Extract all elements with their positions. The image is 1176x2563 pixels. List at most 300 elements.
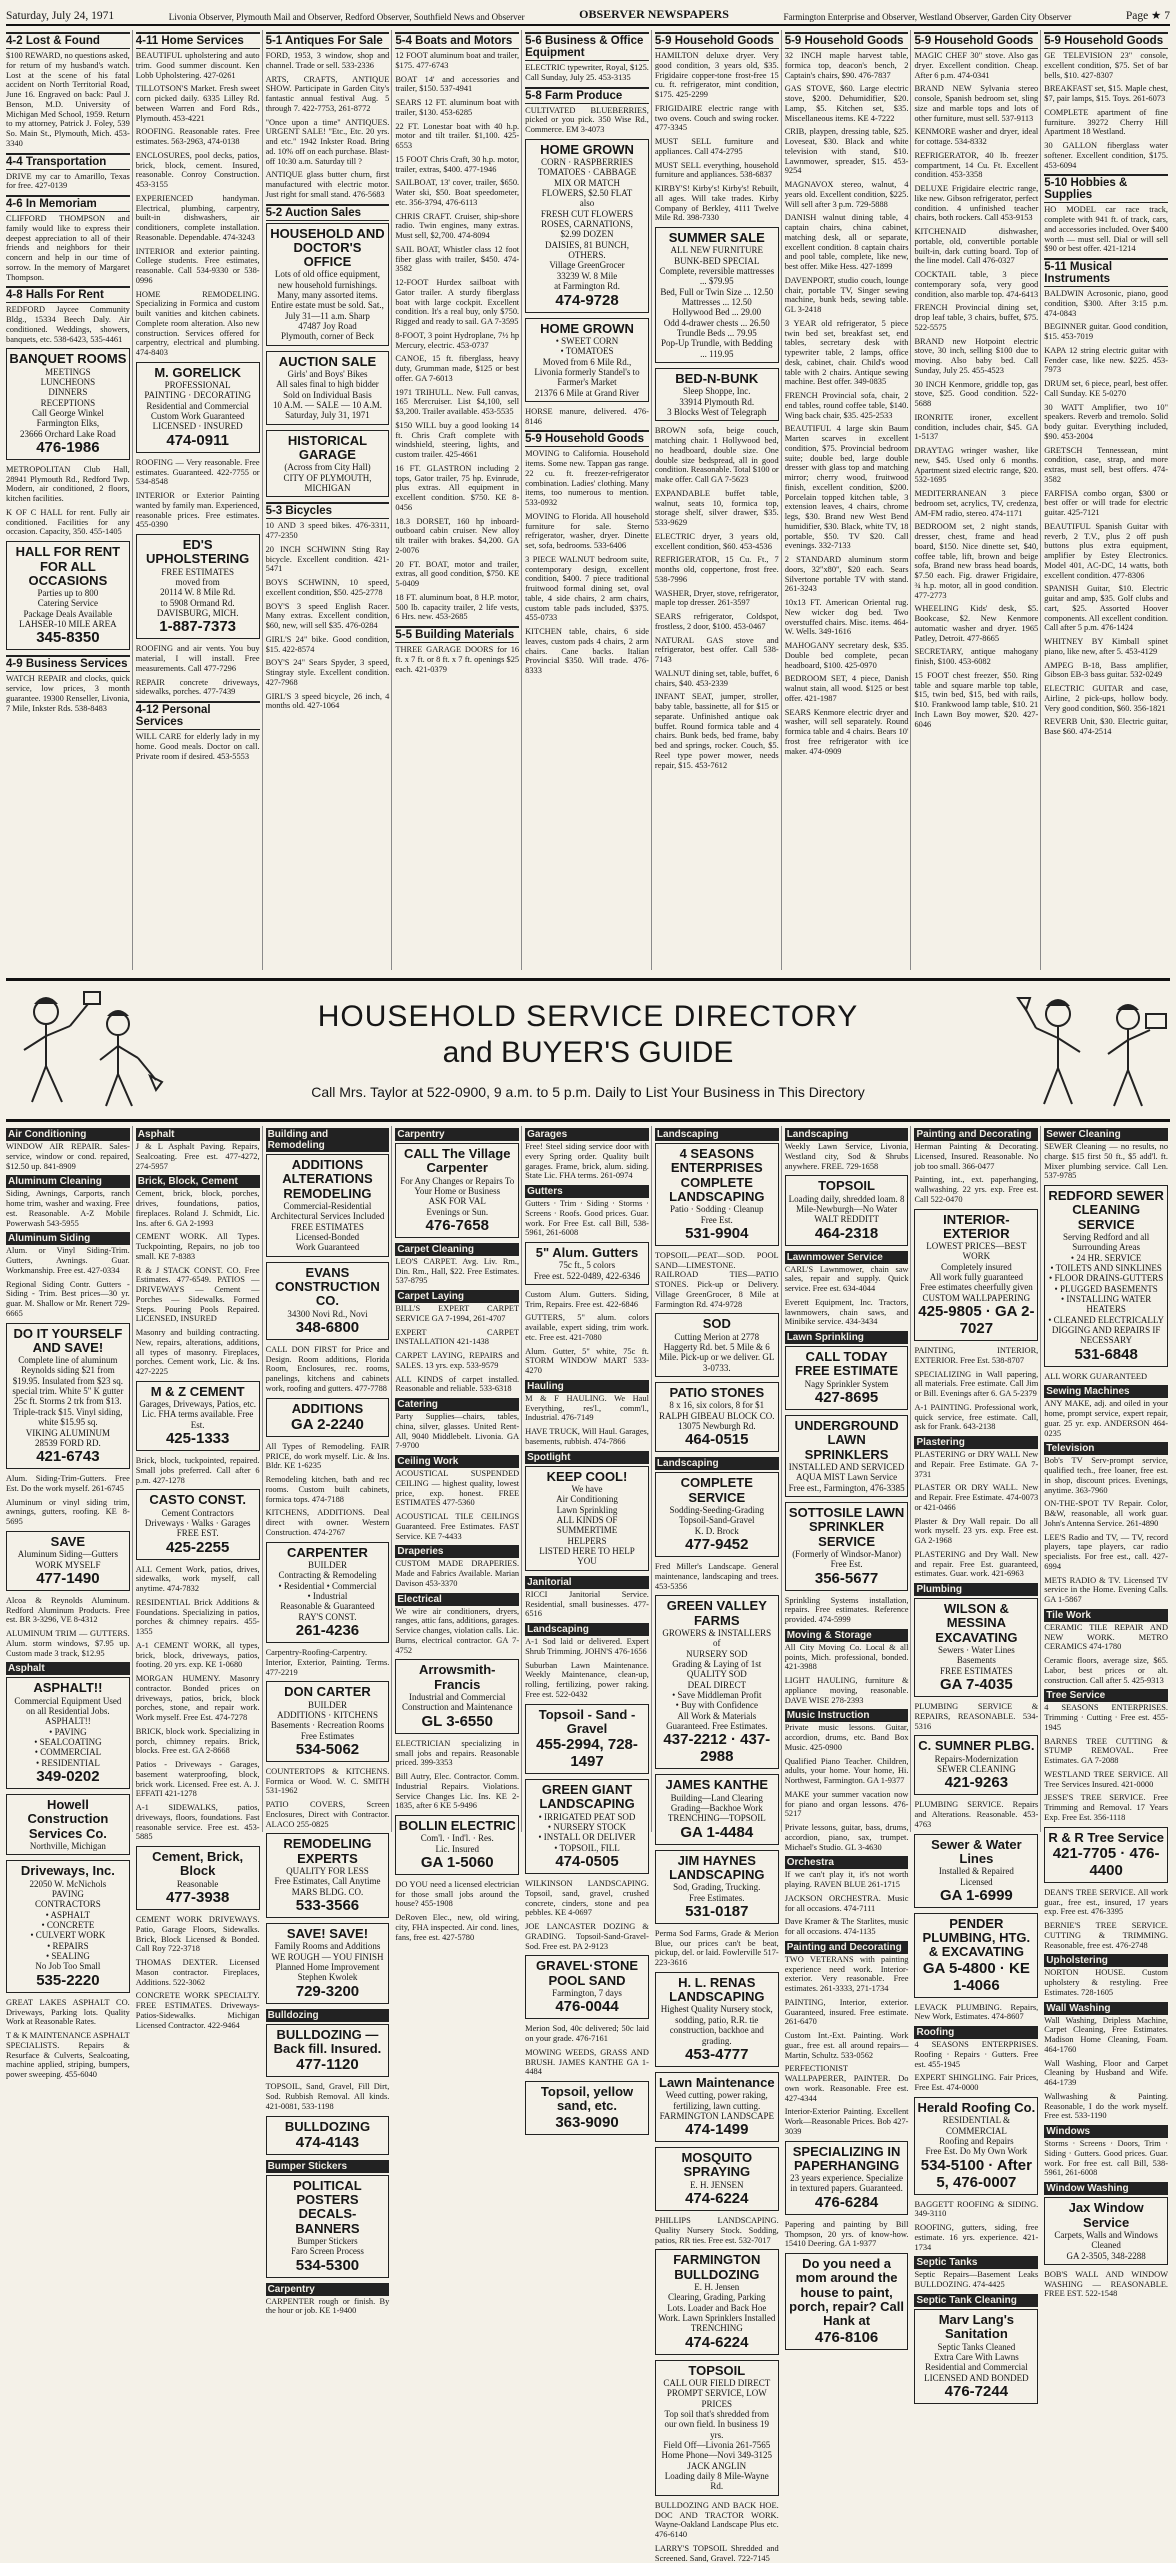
classified-ad: INTERIOR or Exterior Painting wanted by family man. Experienced, reasonable prices. Free estimates. 455-0390 [135, 491, 260, 530]
display-ad-title: Lawn Maintenance [659, 2074, 775, 2090]
display-ad [266, 223, 390, 346]
display-ad-line: Free est. 522-0489, 422-6346 [533, 1270, 641, 1281]
classified-ad: REVERB Unit, $30. Electric guitar, Base $60. 474-2514 [1044, 717, 1169, 736]
display-ad [914, 1834, 1038, 1908]
display-ad-line: to 5908 Ormand Rd. [160, 597, 235, 608]
classified-ad: DRIVE my car to Amarillo, Texas for free. 427-0139 [6, 171, 130, 191]
display-ad-title: POLITICAL POSTERS DECALS-BANNERS [293, 2177, 362, 2236]
display-ad-line: Carpets, Walls and Windows Cleaned [1054, 2229, 1158, 2251]
classified-ad: THOMAS DEXTER. Licensed Mason contractor. Fireplaces, Additions. 522-3062 [135, 1958, 260, 1987]
classified-ad: 3 PIECE WALNUT bedroom suite, contemporary design, excellent condition, $400. 7 piece traditional fruitwood formal dining set, oval table, 4 side chairs, 2 arm chairs, custom table pads included, $375. 455-0733 [525, 554, 649, 623]
classified-ad: 12-FOOT Hurdex sailboat with Gator trailer. A sturdy fiberglass boat with large cockpit. Excellent condition. It's a real buy, only $750. Rigged and ready to sail. GA 7-3595 [395, 278, 520, 326]
display-ad-line: Work Guaranteed [295, 1242, 360, 1253]
display-ad [395, 1143, 519, 1238]
display-ad-line: QUALITY FOR LESS [286, 1866, 369, 1877]
display-ad-phone: 531-9904 [685, 1224, 749, 1242]
display-ad-line: MICHIGAN [304, 483, 351, 494]
display-ad-line: Residential and Commercial [925, 2362, 1028, 2373]
classified-ad: 8-FOOT, 3 point Hydroplane, 7½ hp Mercury, electric. 453-0737 [395, 330, 520, 350]
display-ad-line: • 24 HR. SERVICE [1070, 1252, 1142, 1263]
classified-ad: ALL KINDS of carpet installed. Reasonable and reliable. 533-6318 [395, 1374, 520, 1394]
display-ad-line: MEETINGS [45, 366, 91, 377]
display-ad-line: Serving Redford and all Surrounding Areas [1063, 1231, 1150, 1253]
display-ad-title: SAVE [50, 1533, 86, 1549]
display-ad [914, 2097, 1038, 2195]
display-ad-line: Reasonable [176, 1878, 219, 1889]
section-heading: Septic Tank Cleaning [914, 2294, 1038, 2307]
display-ad [525, 139, 649, 313]
classified-ad: ALUMINUM TRIM — GUTTERS. Alum. storm windows, $7.95 up. Custom made 3 track, $12.95 [6, 1629, 130, 1658]
display-ad-line: PAINTING · DECORATING [144, 390, 251, 401]
classified-ad: Septic Repairs—Basement Leaks BULLDOZING. 474-4425 [914, 2270, 1039, 2290]
classified-ad: Wallwashing & Painting. Reasonable, I do the work myself. Free est. 533-1190 [1044, 2091, 1169, 2121]
display-ad-title: C. SUMNER PLBG. [918, 1738, 1035, 1754]
classified-ad: LEE'S Radio and TV, — TV, record players, tape players, car radio specialists. For free est., call. 427-6994 [1044, 1532, 1169, 1571]
classified-ad: CUSTOM MADE DRAPERIES. Made and Fabrics Available. Marian Davison 453-3370 [395, 1559, 520, 1588]
display-ad-line: (Across from City Hall) [284, 462, 371, 473]
section-heading: 5-11 Musical Instruments [1044, 258, 1168, 287]
display-ad-line: GA 2-3505, 348-2288 [1066, 2250, 1146, 2261]
classified-ad: $100 REWARD, no questions asked, for return of my husband's watch. Lost at the scene of his fatal accident on North Territorial Road, June 16. Engraved on back: Paul J. Benson, M.D. University of Michigan Med School, 1959. Return to my attorney, Patrick J. Foley, 539 So. Main St., Plymouth, Mich. 453-3340 [6, 51, 130, 148]
classified-ad: Bill Autry, Elec. Contractor. Comm. Industrial Repairs. Violations. Service Changes Lic. Ins. KE 2-1835, after 6 KE 5-9496 [395, 1772, 520, 1811]
classified-ad: CRIB, playpen, dressing table, $25. Loveseat, $30. Black and white television with stand, $10. Lawnmower, spreader, $15. 453-9254 [784, 127, 909, 176]
display-ad-line: • Residential • Commercial [278, 1580, 377, 1591]
classified-ad: METS RADIO & TV. Licensed TV service in the Home. Evening Calls. GA 1-5867 [1044, 1575, 1169, 1605]
display-ad-title: CALL TODAY FREE ESTIMATE [795, 1349, 899, 1379]
display-ad-line: at Farmington Rd. [554, 281, 620, 292]
display-ad-line: AQUA MIST Lawn Service [796, 1472, 898, 1483]
display-ad-line: • CLEANED ELECTRICALLY [1048, 1314, 1164, 1325]
classified-ad: J & L Asphalt Paving. Repairs, Sealcoating. Free est. 477-4272, 274-5957 [135, 1142, 260, 1171]
classified-ad: WESTLAND TREE SERVICE. All Tree Services Insured. 421-0000 [1044, 1769, 1169, 1789]
display-ad-line: Licensed-Bonded [295, 1231, 360, 1242]
classified-ad: A-1 Sod laid or delivered. Expert Shrub Trimming. JOHN'S 476-1656 [525, 1637, 649, 1656]
classified-ad: GUTTERS, 5" alum. colors available, expert siding, trim work. etc. Free est. 421-7080 [525, 1313, 649, 1342]
display-ad-phone: 261-4236 [295, 1622, 360, 1639]
display-ad-title: DON CARTER [284, 1684, 371, 1700]
display-ad-line: Odd 4-drawer chests ... 26.50 [663, 317, 770, 328]
display-ad-line: 33914 Plymouth Rd. [679, 396, 755, 407]
display-ad-line: FLOWERS, $2.50 FLAT [541, 188, 633, 199]
classified-ad: Perma Sod Farms, Grade & Merion Blue, our prices can't be beat, pickup, del. or laid. Fowlerville 517-223-3616 [654, 1928, 779, 1968]
classified-ad: A-1 PAINTING. Professional work, quick service, free estimate. Call, ask for Frank. 643-2138 [914, 1402, 1039, 1432]
display-ad-title: ED'S UPHOLSTERING [146, 537, 250, 567]
classified-ad: SEARS 12 FT. aluminum boat with trailer, $130. 453-6285 [395, 98, 520, 117]
directory-text [166, 1000, 1010, 1100]
section-heading: Bulldozing [266, 2009, 390, 2022]
display-ad-phone: 476-1986 [36, 438, 100, 456]
display-ad-phone: 474-9728 [555, 291, 619, 309]
display-ad-line: BUILDER [307, 1699, 347, 1710]
display-ad-line: Field Off—Livonia 261-7565 [663, 2440, 771, 2451]
section-heading: Electrical [395, 1593, 519, 1606]
display-ad [266, 1923, 390, 2004]
display-ad-title: Topsoil, yellow sand, etc. [540, 2084, 634, 2114]
display-ad-line: FREE ESTIMATES [291, 1221, 364, 1232]
display-ad-title: ADDITIONS [291, 1400, 364, 1416]
classified-ad: CEMENT WORK DRIVEWAYS. Patio, Garage Floors, Sidewalks. Brick, Block Licensed & Bonded. Call Roy 722-3718 [135, 1915, 260, 1954]
display-ad-phone: 425-9805 · GA 2-7027 [918, 1303, 1035, 1338]
directory-column [525, 1126, 652, 2131]
classified-ad: THREE GARAGE DOORS for 16 ft. x 7 ft. or 8 ft. x 7 ft. openings $25 each. 421-0379 [395, 645, 520, 674]
classified-ad: If we can't play it, it's not worth playing. RAVEN BLUE 261-1715 [784, 1870, 909, 1890]
classified-ad: CHRIS CRAFT. Cruiser, ship-shore radio. Twin engines, many extras. Must sell, $2,700. 474-8094 [395, 211, 520, 240]
classified-ad: NORTON HOUSE. Custom upholstery & restyling. Free Estimates. 728-1605 [1044, 1968, 1169, 1997]
display-ad-title: JIM HAYNES LANDSCAPING [669, 1852, 765, 1882]
display-ad-line: Septic Tanks Cleaned [937, 2341, 1016, 2352]
classified-ad: Custom Alum. Gutters. Siding, Trim, Repairs. Free est. 422-6846 [525, 1289, 649, 1309]
display-ad-title: DO IT YOURSELF AND SAVE! [13, 1325, 123, 1355]
display-ad-phone: 476-0044 [555, 1998, 619, 2016]
display-ad-title: Marv Lang's Sanitation [938, 2311, 1015, 2342]
display-ad-line: • INSTALL OR DELIVER [538, 1832, 636, 1843]
display-ad-phone: 477-3938 [165, 1889, 230, 1907]
section-heading: 5-6 Business & Office Equipment [525, 32, 649, 61]
display-ad-line: DAVISBURG, MICH. [156, 607, 239, 618]
classified-ad: Patios - Driveways - Garages, basement waterproofing, block, brick work. Licensed. Free est. A. J. EFFATI 421-1278 [135, 1760, 260, 1799]
display-ad-line: Bed, Full or Twin Size ... 12.50 [660, 286, 774, 297]
directory-column [654, 1126, 782, 2563]
display-ad-phone: 534-5062 [295, 1740, 360, 1758]
classified-ad: BOAT 14' and accessories and trailer, $150. 537-4941 [395, 74, 520, 94]
classified-ad: KITCHEN table, chairs, 6 side leaves, custom pads 4 chairs, 2 arm chairs. Cane backs. Italian Provincial $350. Will trade. 476-8333 [525, 627, 649, 676]
section-heading: 5-1 Antiques For Sale [266, 32, 390, 49]
display-ad-line: • FLOOR DRAINS-GUTTERS [1049, 1273, 1164, 1284]
classified-ad: JESSE'S TREE SERVICE. Free Trimming and Removal. 17 Years Exp. Free Est. 356-1118 [1044, 1793, 1169, 1822]
display-ad-line: Weed cutting, power raking, fertilizing, lawn cutting. [665, 2090, 768, 2111]
display-ad-line: FARMINGTON LANDSCAPE [659, 2110, 775, 2121]
classified-ad: ACOUSTICAL TILE CEILINGS Guaranteed. Free Estimates. FAST Service. KE 7-4433 [395, 1512, 520, 1541]
display-ad-phone: 453-4777 [685, 2045, 749, 2063]
classified-ad: CEMENT WORK. All Types. Tuckpointing, Repairs, no job too small. KE 7-8383 [135, 1232, 260, 1261]
classified-ad: Party Supplies—chairs, tables, china, silver, glasses. United Rent-All, 9040 Middlebelt. Livonia. GA 7-9700 [395, 1412, 520, 1451]
section-heading: 5-8 Farm Produce [525, 87, 649, 104]
display-ad [655, 1774, 779, 1844]
classified-ad: RICCI Janitorial Service. Residential, small businesses. 477-6516 [525, 1589, 649, 1619]
section-heading: Asphalt [6, 1662, 130, 1675]
display-ad [136, 362, 260, 453]
classified-column [395, 30, 522, 970]
classified-ad: ALL Cement Work, patios, drives, sidewalks, work myself, call anytime. 474-7832 [135, 1564, 260, 1594]
display-ad-line: Highest Quality Nursery stock, sodding, patio, R.R. tie construction, backhoe and grading. [660, 2004, 773, 2046]
section-heading: 5-9 Household Goods [655, 32, 779, 49]
classified-ad: BREAKFAST set, $15. Maple chest, $7, pair lamps, $15. Toys. 261-6073 [1044, 84, 1169, 103]
display-ad-title: PATIO STONES [669, 1385, 765, 1401]
display-ad-line: Cement Contractors [161, 1507, 234, 1518]
classified-ad: 20 FT. BOAT, motor and trailer, extras, all good condition, $750. KE 5-0409 [395, 559, 520, 588]
classified-ad: Private lessons, guitar, bass, drums, accordion, piano, sax, trumpet. Michael's Studio. GL 3-4630 [784, 1823, 909, 1852]
classified-ad: ACOUSTICAL SUSPENDED CEILING — highest quality, lowest price, exp. honest. FREE ESTIMATES 477-5360 [395, 1469, 520, 1508]
classified-ad: GAS STOVE, $60. Large electric stove, $200. Dehumidifier, $20. Lamp, $5. Kitchen set, $35. Miscellaneous items. KE 4-7222 [784, 84, 909, 123]
display-ad-line: Clearing, Grading, Parking Lots. Loader and Back Hoe Work. Lawn Sprinklers Installed [658, 2292, 776, 2323]
section-heading: Orchestra [785, 1856, 909, 1869]
display-ad-line: 23666 Orchard Lake Road [20, 428, 116, 439]
display-ad-phone: GA 1-4484 [680, 1823, 754, 1841]
section-heading: Air Conditioning [6, 1128, 130, 1141]
section-heading: 4-2 Lost & Found [6, 32, 130, 49]
display-ad-line: MARS BLDG. CO. [291, 1886, 364, 1897]
classified-ad: 32 INCH maple harvest table, formica top, deacon's bench, 2 Captain's chairs, $90. 476-7837 [784, 51, 909, 80]
display-ad-title: GREEN VALLEY FARMS [666, 1598, 767, 1628]
display-ad [136, 1381, 260, 1451]
classified-ad: BARNES TREE CUTTING & STUMP REMOVAL. Free Estimates. GA 7-2088 [1044, 1736, 1169, 1766]
classified-ad: ELECTRIC dryer, 3 years old, excellent condition, $60. 453-4536 [654, 531, 779, 551]
classified-ad: BEAUTIFUL upholstering and auto trim. Good summer discount. Ken Lobb Upholstering. 427-0261 [135, 51, 260, 80]
display-ad-line: ADDITIONS · KITCHENS [276, 1709, 378, 1720]
classified-ad: PAINTING, INTERIOR, EXTERIOR. Free Est. 538-8707 [914, 1346, 1039, 1365]
display-ad [655, 1382, 779, 1452]
classified-ad: DeRoven Elec., new, old wiring, city, FHA inspected. Air cond. lines, fans, free est. 427-5780 [395, 1913, 520, 1942]
display-ad-title: Howell Construction Services Co. [27, 1797, 109, 1841]
display-ad-line: LAHSER-10 MILE AREA [19, 619, 117, 630]
directory-column [265, 1126, 393, 2316]
display-ad [1044, 1185, 1168, 1367]
classified-ad: ROOFING, gutters, siding, free estimate. 16 yrs. experience. 421-1734 [914, 2223, 1039, 2252]
classified-ad: GRETSCH Tennessean, mint condition, case, strap, and more extras, must sell, best offers. 474-3582 [1044, 445, 1169, 484]
classified-ad: 15 FOOT chest freezer, $50. Ring table and square marble top table, $15, twin bed, $15, bed with rails, $10. Frankwood lamp table, $10. 21 Inch Lawn Boy mower, $20. 427-6046 [914, 670, 1039, 729]
classified-ad: Private music lessons. Guitar, accordion, drums, etc. Band Box Music. 425-0900 [784, 1723, 909, 1752]
display-ad-title: Sewer & Water Lines [931, 1836, 1022, 1866]
display-ad-line: • PAVING [49, 1726, 87, 1737]
display-ad-line: Aluminum Siding—Gutters [17, 1549, 119, 1560]
classified-ad: COCKTAIL table, 3 piece contemporary sofa, very good condition, also marble top. 474-6413 [914, 270, 1039, 299]
classified-ad: MUST SELL everything, household furniture and appliances. 538-6837 [654, 160, 779, 180]
display-ad-phone: 476-7658 [425, 1216, 489, 1234]
display-ad-phone: 421-9263 [944, 1774, 1009, 1792]
classified-ad: SPANISH Guitar, $10. Electric guitar and amp, $35. Golf clubs and cart, $25. Assorted Hoover components. All excellent condition. Call after 5 p.m. 476-1424 [1044, 584, 1169, 633]
classified-ad: 2 STANDARD aluminum storm doors, 32"x80", $20 each. Sears Silvertone portable TV with stand. 261-3243 [784, 555, 909, 594]
display-ad-line: Package Deals Available [23, 608, 113, 619]
display-ad [266, 1833, 390, 1918]
display-ad-phone: 356-5677 [814, 1569, 879, 1587]
display-ad-line: RALPH GIBEAU BLOCK CO. [659, 1410, 775, 1421]
display-ad-phone: 534-5300 [295, 2256, 360, 2274]
section-heading: Plastering [914, 1436, 1038, 1449]
section-heading: Painting and Decorating [785, 1941, 909, 1954]
display-ad-phone: 363-9090 [555, 2113, 619, 2131]
classified-ad: CARL'S Lawnmower, chain saw sales, repair and supply. Quick service. Free est. 634-4044 [784, 1264, 909, 1294]
display-ad-line: PROMPT SERVICE, LOW PRICES [666, 2388, 767, 2409]
section-heading: Wall Washing [1044, 2002, 1168, 2015]
display-ad-line: 21376 6 Mile at Grand River [534, 387, 640, 398]
display-ad-line: Sodding-Seeding-Grading [669, 1504, 765, 1515]
display-ad-line: Reasonable & Guaranteed [280, 1601, 375, 1612]
classified-ad: WATCH REPAIR and clocks, quick service, low prices, 3 month guarantee. 19300 Renseller, Livonia, 7 Mile, Inkster Rds. 538-8483 [6, 674, 130, 713]
display-ad-title: SOD [702, 1316, 731, 1332]
classified-ad: REFRIGERATOR, 40 lb. freezer compartment, 14 Cu. Ft. Excellent condition. 453-3358 [914, 150, 1039, 180]
display-ad-line: Air Conditioning [556, 1494, 618, 1505]
display-ad-phone: 533-3566 [295, 1897, 360, 1915]
classified-ad: MAKE your summer vacation now for piano and organ lessons. 476-5217 [784, 1789, 909, 1819]
display-ad-line: Catering Service [37, 598, 98, 609]
display-ad-line: ROSES, CARNATIONS, [541, 219, 633, 230]
section-heading: Septic Tanks [914, 2256, 1038, 2269]
section-heading: 4-12 Personal Services [136, 701, 260, 730]
classified-ad: PLUMBING SERVICE & REPAIRS, REASONABLE. 534-5316 [914, 1702, 1039, 1731]
classified-ad: We wire air conditioners, dryers, ranges, attic fans, additions, garages. Service changes, violation calls. Lic. Burns, electrical contractor. GA 7-4752 [395, 1606, 520, 1655]
display-ad [655, 1143, 779, 1246]
classified-ad: PATIO COVERS, Screen Enclosures, Direct with Contractor. ALACO 255-0825 [265, 1800, 390, 1829]
classified-ad: HO MODEL car race track, complete with 941 ft. of track, cars, and accessories included. Over $400 worth — must sell. Dial or will sell $90 or best offer. 421-1214 [1044, 205, 1169, 254]
display-ad-title: FARMINGTON BULLDOZING [673, 2252, 761, 2282]
classifieds-upper [6, 30, 1170, 970]
classified-ad: Merion Sod, 40c delivered; 50c laid on your grade. 476-7161 [525, 2024, 649, 2044]
display-ad-line: Free Estimates. [689, 1892, 745, 1903]
classified-ad: 12 FOOT aluminum boat and trailer, $175. 477-6743 [395, 51, 520, 70]
display-ad-phone: 476-8106 [814, 2328, 879, 2346]
display-ad-line: Free Estimates, Call Anytime [274, 1876, 381, 1887]
display-ad-title: Jax Window Service [1068, 2200, 1144, 2230]
display-ad-line: DINNERS [48, 387, 88, 398]
classified-ad: HAVE TRUCK, Will Haul. Garages, basements, rubbish. 474-7866 [525, 1427, 649, 1446]
classified-ad: ELECTRIC typewriter, Royal, $125. Call Sunday, July 25. 453-3135 [525, 63, 649, 82]
display-ad-line: All sales final to high bidder [276, 379, 379, 390]
display-ad-line: 8 x 16, six colors, 8 for $1 [669, 1400, 765, 1411]
display-ad [525, 1704, 649, 1775]
display-ad-title: HOME GROWN [540, 320, 634, 336]
classified-ad: ARTS, CRAFTS, ANTIQUE SHOW. Participate in Garden City's fantastic annual festival Aug. 5 through 7. 422-7753, 261-8772 [265, 74, 390, 113]
display-ad-line: YOU [577, 1556, 597, 1567]
display-ad [266, 1154, 390, 1257]
classified-ad: Custom Int.-Ext. Painting. Work guar., free est. all around repairs—Martin, Schultz. 533-0562 [784, 2031, 909, 2060]
classified-ad: GREAT LAKES ASPHALT CO. Driveways, Parking lots. Quality Work at Reasonable Rates. [6, 1997, 130, 2027]
display-ad-line: Faro Screen Process [290, 2246, 364, 2257]
display-ad [655, 1313, 779, 1377]
classified-ad: Bob's TV Serv-prompt service, qualified tech., free loaner, free est. in shop, discount prices. Evenings, anytime. 363-7960 [1044, 1456, 1169, 1495]
display-ad-line: Architectural Services Included [270, 1211, 385, 1222]
section-heading: 5-10 Hobbies & Supplies [1044, 174, 1168, 203]
classified-ad: BROWN sofa, beige couch, matching chair. 1 Hollywood bed, no headboard, double size. One double size bedspread, all in good condition. Reasonable. Total $100 or make offer. Call GA 7-5623 [654, 426, 779, 485]
classified-ad: INTERIOR and exterior painting. College students. Free estimates, reasonable. Call 534-9330 or 538-0996 [135, 246, 260, 285]
section-heading: Aluminum Cleaning [6, 1175, 130, 1188]
classified-ad: RESIDENTIAL Brick Additions & Foundations. Specializing in patios, porches & chimney repairs. 455-1355 [135, 1597, 260, 1637]
display-ad-title: GREEN GIANT LANDSCAPING [539, 1782, 635, 1812]
service-directory-banner [6, 978, 1170, 1122]
display-ad-phone: GA 7-4035 [939, 1676, 1013, 1694]
classified-ad: EXPERT SHINGLING. Fair Prices, Free Est. 474-0000 [914, 2073, 1039, 2093]
display-ad-line: Com'l. · Ind'l. · Res. [420, 1833, 494, 1844]
classified-ad: Alum. or Vinyl Siding-Trim. Gutters, Awnings. Guar. Workmanship. Free est. 427-0334 [6, 1246, 130, 1275]
display-ad-title: SAVE! SAVE! [286, 1926, 369, 1942]
display-ad-line: LOWEST PRICES—BEST WORK [926, 1241, 1027, 1262]
classified-ad: T & K MAINTENANCE ASPHALT SPECIALISTS. Repairs & Resurface & Culverts, Sealcoating, machine applied, striping, bumpers, power sweeping. 455-6040 [6, 2031, 130, 2079]
display-ad-phone: 531-0187 [685, 1902, 749, 1920]
section-heading: Landscaping [655, 1457, 779, 1470]
classified-ad: "Once upon a time" ANTIQUES. URGENT SALE! "Etc., Etc. 20 yrs. and etc." 1942 Inkster Road. Bring ad. 10% off on each purchase. Blast-off 10:30 a.m. Saturday till ? [265, 117, 390, 166]
display-ad-title: HOME GROWN [540, 141, 634, 157]
display-ad-phone: 476-6284 [814, 2193, 879, 2211]
display-ad-line: Loading daily, shredded loam. 8 Mile-Newburgh—No Water [788, 1193, 905, 1214]
display-ad-line: CITY OF PLYMOUTH, [283, 472, 372, 483]
classified-ad: BAGGETT ROOFING & SIDING. 349-3110 [914, 2199, 1039, 2219]
classified-ad: HORSE manure, delivered. 476-8146 [525, 406, 649, 426]
section-heading: Garages [525, 1128, 649, 1141]
display-ad-title: ADDITIONS ALTERATIONS REMODELING [282, 1157, 373, 1201]
display-ad [655, 2360, 779, 2496]
display-ad-title: SPECIALIZING IN PAPERHANGING [792, 2143, 901, 2173]
display-ad-line: CORN · RASPBERRIES [541, 157, 634, 168]
classified-ad: 4 SEASONS ENTERPRISES. Roofing · Repairs · Gutters. Free est. 455-1945 [914, 2040, 1039, 2069]
classified-ad: BEDROOM set, 2 night stands, dresser, chest, frame and head board, $150. Nice dinette set, $40, coffee table, lift, brown and beige sofa, Brand new brass head boards, $7.50 each. Fig. drawer Frigidaire, ¾ h.p. motor, all in good condition. 477-2773 [914, 522, 1039, 600]
classified-ad: ELECTRIC GUITAR and case, Airline, 2 pick-ups, hollow body. Very good condition, $60. 356-1821 [1044, 684, 1169, 713]
classified-ad: 1971 TRIHULL. New. Full canvas, 165 Mercruiser. List $4,100, sell $3,200. Trailer available. 453-5535 [395, 387, 520, 416]
display-ad [395, 1659, 519, 1733]
classified-ad: COMPLETE apartment of fine furniture. 39272 Cherry Hill Apartment 18 Westland. [1044, 107, 1169, 137]
display-ad [525, 1779, 649, 1874]
display-ad [525, 1955, 649, 2019]
display-ad-line: Custom Work Guaranteed [150, 411, 245, 422]
display-ad-phone: 531-6848 [1074, 1345, 1138, 1363]
display-ad-line: Residential and Commercial [146, 400, 249, 411]
display-ad [655, 1972, 779, 2067]
display-ad-line: Sod, Grading, Trucking. [673, 1882, 761, 1893]
classified-ad: BEAUTIFUL 4 large skin Baum Marten scarves in excellent condition, $75. Provincial bedroom suite; double bed, large double dresser with glass top and matching mirror; cherry wood, fruitwood finish, excellent condition, $200. Porcelain topped kitchen table, 3 extension leaves, 4 chairs, chrome legs, $30. Brand new West Bend humidifier, $30. Black, white TV, 18 portable, $50. TV $20. Call evenings. 332-7133 [784, 424, 909, 551]
section-heading: Sewing Machines [1044, 1385, 1168, 1398]
section-heading: Moving & Storage [785, 1629, 909, 1642]
section-heading: Lawnmower Service [785, 1251, 909, 1264]
display-ad-line: Contracting & Remodeling [278, 1570, 377, 1581]
display-ad-line: Mattresses ... 12.50 [681, 297, 752, 308]
display-ad-line: • COMMERCIAL [34, 1747, 102, 1758]
display-ad-line: Completely insured [940, 1261, 1012, 1272]
display-ad-line: Evenings or Sun. [426, 1206, 489, 1217]
display-ad-title: INTERIOR-EXTERIOR [943, 1211, 1010, 1241]
display-ad-line: Cutting Merion at 2778 Haggerty Rd. bet. 5 Mile & 6 Mile. Pick-up or we deliver. GL 3-0733. [659, 1331, 775, 1373]
display-ad-line: Free est., Farmington, 476-3385 [788, 1482, 905, 1493]
classified-ad: Painting, int., ext. paperhanging, wallwashing. 22 yrs. exp. Free est. Call 522-0470 [914, 1175, 1039, 1204]
classified-ad: KITCHENS, ADDITIONS. Deal direct with owner. Western Construction. 474-2767 [265, 1508, 390, 1537]
classified-ad: BRICK, block work. Specializing in porch, chimney repairs. Brick, blocks. Free est. GA 2-8668 [135, 1726, 260, 1756]
classified-ad: LIGHT HAULING, furniture & appliance moving, reasonable. DAVE WISE 278-2393 [784, 1676, 909, 1705]
display-ad-line: • Buy with Confidence [675, 1700, 758, 1711]
display-ad-line: FREE ESTIMATES [161, 566, 235, 577]
display-ad-line: • INSTALLING WATER HEATERS [1061, 1293, 1152, 1315]
display-ad-phone: 729-3200 [295, 1982, 360, 2000]
classified-ad: SECRETARY, antique mahogany finish, $100. 453-6082 [914, 647, 1039, 666]
classified-ad: Regional Siding Contr. Gutters - Siding - Trim. Best prices—30 yr. guar. M. Shallow or Mr. Renert 729-6665 [6, 1279, 130, 1318]
display-ad-title: KEEP COOL! [546, 1468, 628, 1484]
display-ad-line: All work fully guaranteed [929, 1272, 1023, 1283]
display-ad-line: RESIDENTIAL & COMMERCIAL [942, 2115, 1011, 2136]
classified-ad: BILL'S EXPERT CARPET SERVICE GA 7-1994, 261-4707 [395, 1304, 520, 1323]
display-ad-line: LICENSED · INSURED [152, 421, 243, 432]
classified-ad: Alum. Gutter, 5" white, 75c ft. STORM WINDOW MART 533-4270 [525, 1346, 649, 1376]
display-ad-line: • SWEET CORN [555, 335, 619, 346]
display-ad [266, 430, 390, 498]
classified-ad: ROOFING. Reasonable rates. Free estimates. 563-2963, 474-0138 [135, 127, 260, 146]
classified-ad: 30 INCH Kenmore, griddle top, gas stove, $25. Good condition. 522-5688 [914, 379, 1039, 408]
display-ad [266, 2116, 390, 2155]
publications-right: Farmington Enterprise and Observer, Westland Observer, Garden City Observer [783, 12, 1072, 22]
display-ad-line: • Industrial [307, 1590, 348, 1601]
classified-ad: 4 SEASONS ENTERPRISES. Trimming · Cutting · Free est. 455-1945 [1044, 1703, 1169, 1732]
section-heading: 4-4 Transportation [6, 153, 130, 170]
display-ad-line: Northville, Michigan [29, 1841, 106, 1852]
classified-ad: SPECIALIZING in Wall papering, all materials. Free estimate. Call Jim or Bill. Evenings after 6. GA 5-2379 [914, 1369, 1039, 1399]
display-ad-line: Patio · Sodding · Cleanup [670, 1204, 764, 1215]
display-ad-line: 47487 Joy Road [298, 321, 357, 332]
display-ad-title: HOUSEHOLD AND DOCTOR'S OFFICE [270, 225, 385, 270]
section-heading: Music Instruction [785, 1709, 909, 1722]
display-ad-line: Topsoil-Sand-Gravel [679, 1515, 755, 1526]
classified-ad: WHITNEY BY Kimball spinet piano, like new, after 5. 453-4129 [1044, 637, 1169, 656]
display-ad-phone: 534-5100 · After 5, 476-0007 [920, 2156, 1032, 2191]
classified-ad: SEARS refrigerator, Coldspot, frostless, 2 door, $100. 453-0467 [654, 612, 779, 631]
display-ad-line: Driveways · Walks · Garages [144, 1517, 251, 1528]
section-heading: Landscaping [785, 1128, 909, 1141]
classified-ad: LEVACK PLUMBING. Repairs, New Work, Estimates. 474-8607 [914, 2002, 1039, 2022]
display-ad-line: • PLUGGED BASEMENTS [1054, 1283, 1158, 1294]
